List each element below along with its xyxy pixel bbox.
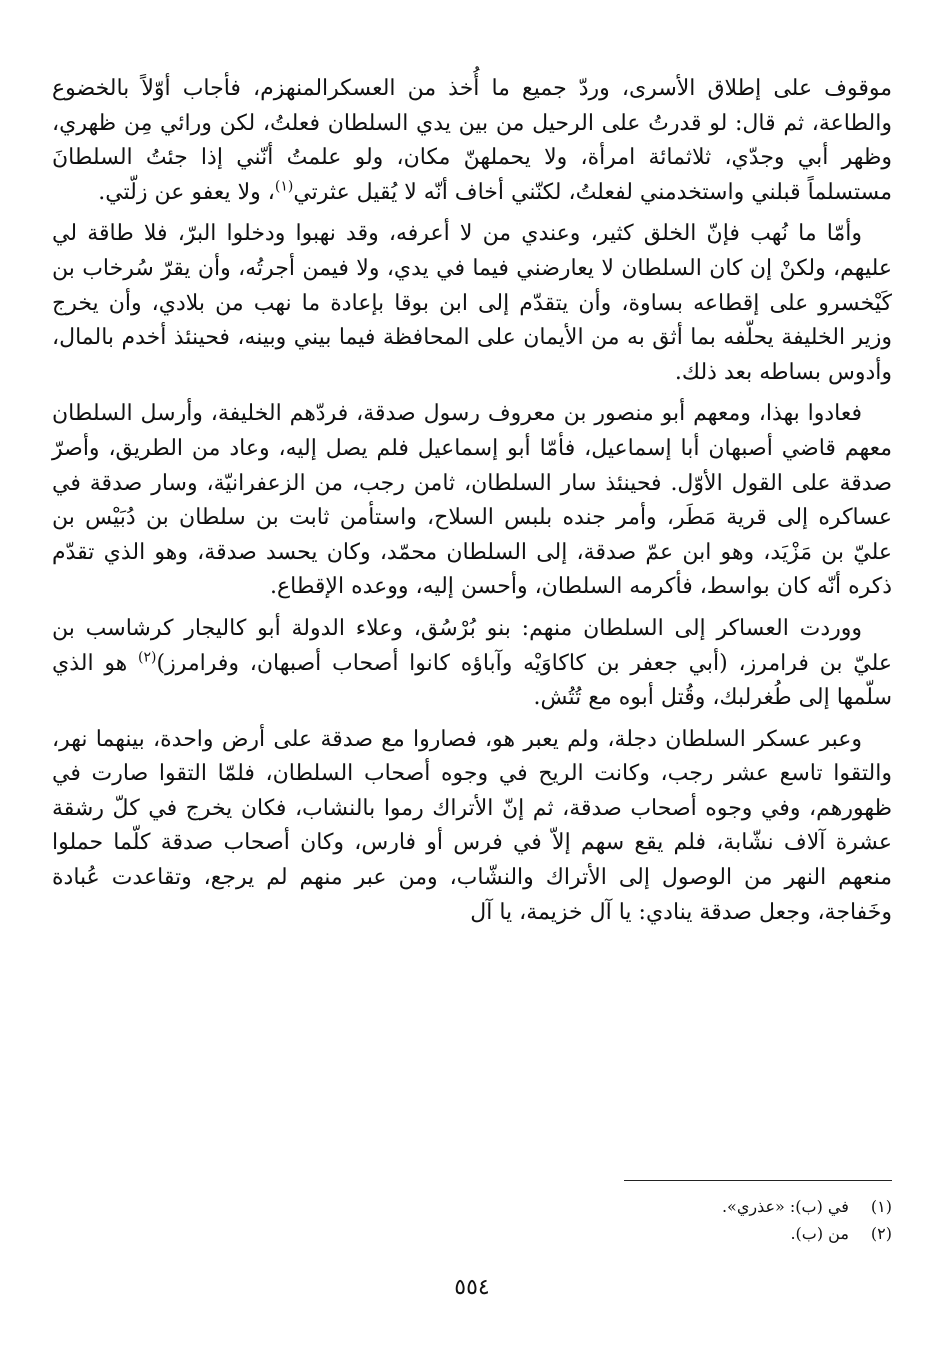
footnote-2: [292, 1220, 892, 1247]
footnote-2-text: من (ب).: [790, 1224, 849, 1243]
footnote-2-number: (٢): [870, 1224, 892, 1243]
footnote-1: [292, 1193, 892, 1220]
paragraph-1: [52, 72, 892, 210]
main-text: [52, 72, 892, 937]
paragraph-2-text: وأمّا ما نُهب فإنّ الخلق كثير، وعندي من لا أعرفه، وقد نهبوا ودخلوا البرّ، فلا طاقة لي عليهم، ولكنْ إن كان السلطان لا يعارضني فيما في يدي، ولا فيمن أجرتُه، وأن يقرّ سُرخاب بن كَيْخسرو على إقطاعه بساوة، وأن يتقدّم إلى ابن بوقا بإعادة ما نهب من بلادي، وأن يخرج وزير الخليفة يحلّفه بما أثق به من الأيمان على المحافظة فيما بيني وبينه، فحينئذ أخدم بالمال، وأدوس بساطه بعد ذلك.: [52, 221, 892, 385]
footnote-1-number: (١): [870, 1197, 892, 1216]
paragraph-3: [52, 397, 892, 605]
footnote-ref-1: (١): [274, 178, 294, 195]
footnotes: [292, 1193, 892, 1247]
paragraph-4-text: ووردت العساكر إلى السلطان منهم: بنو بُرْسُق، وعلاء الدولة أبو كاليجار كرشاسب بن عليّ بن فرامرز، (أبي جعفر بن كاكاوَيْه وآباؤه كانوا أصحاب أصبهان، وفرامرز): [52, 615, 892, 676]
paragraph-4-tail: هو الذي سلّمها إلى طُغرلبك، وقُتل أبوه مع تُتُش.: [52, 650, 892, 711]
footnote-ref-2: (٢): [138, 649, 157, 666]
paragraph-2: [52, 217, 892, 390]
paragraph-3-text: فعادوا بهذا، ومعهم أبو منصور بن معروف رسول صدقة، فردّهم الخليفة، وأرسل السلطان معهم قاضي أصبهان أبا إسماعيل، فأمّا أبو إسماعيل فلم يصل إليه، وعاد من الطريق، وأصرّ صدقة على القول الأوّل. فحينئذ سار السلطان، ثامن رجب، من الزعفرانيّة، وسار صدقة في عساكره إلى قرية مَطَر، وأمر جنده بلبس السلاح، واستأمن ثابت بن سلطان بن دُبَيْس بن عليّ بن مَزْيَد، وهو ابن عمّ صدقة، إلى السلطان محمّد، وكان يحسد صدقة، وهو الذي تقدّم ذكره أنّه كان بواسط، فأكرمه السلطان، وأحسن إليه، ووعده الإقطاع.: [52, 401, 892, 600]
paragraph-4: [52, 612, 892, 716]
paragraph-5-text: وعبر عسكر السلطان دجلة، ولم يعبر هو، فصاروا مع صدقة على أرض واحدة، بينهما نهر، والتقوا تاسع عشر رجب، وكانت الريح في وجوه أصحاب السلطان، فلمّا التقوا صارت في ظهورهم، وفي وجوه أصحاب صدقة، ثم إنّ الأتراك رموا بالنشاب، فكان يخرج في كلّ رشقة عشرة آلاف نشّابة، فلم يقع سهم إلاّ في فرس أو فارس، وكان أصحاب صدقة كلّما حملوا منعهم النهر من الوصول إلى الأتراك والنشّاب، ومن عبر منهم لم يرجع، وتقاعدت عُبادة وخَفاجة، وجعل صدقة ينادي: يا آل خزيمة، يا آل: [52, 726, 892, 925]
paragraph-1-tail: ، ولا يعفو عن زلّتي.: [98, 179, 275, 205]
paragraph-5: [52, 723, 892, 931]
footnote-1-text: في (ب): «عذري».: [721, 1197, 849, 1216]
footnote-separator: [624, 1180, 892, 1181]
page-number: ٥٥٤: [454, 1275, 490, 1300]
paragraph-1-text: موقوف على إطلاق الأسرى، وردّ جميع ما أُخذ من العسكرالمنهزم، فأجاب أوّلاً بالخضوع والطاعة، ثم قال: لو قدرتُ على الرحيل من بين يدي السلطان فعلتُ، لكن ورائي مِن ظهري، وظهر أبي وجدّي، ثلاثمائة امرأة، ولا يحملهنّ مكان، ولو علمتُ أنّني إذا جئتُ السلطانَ مستسلماً قبلني واستخدمني لفعلتُ، لكنّني أخاف أنّه لا يُقيل عثرتي: [52, 76, 892, 205]
